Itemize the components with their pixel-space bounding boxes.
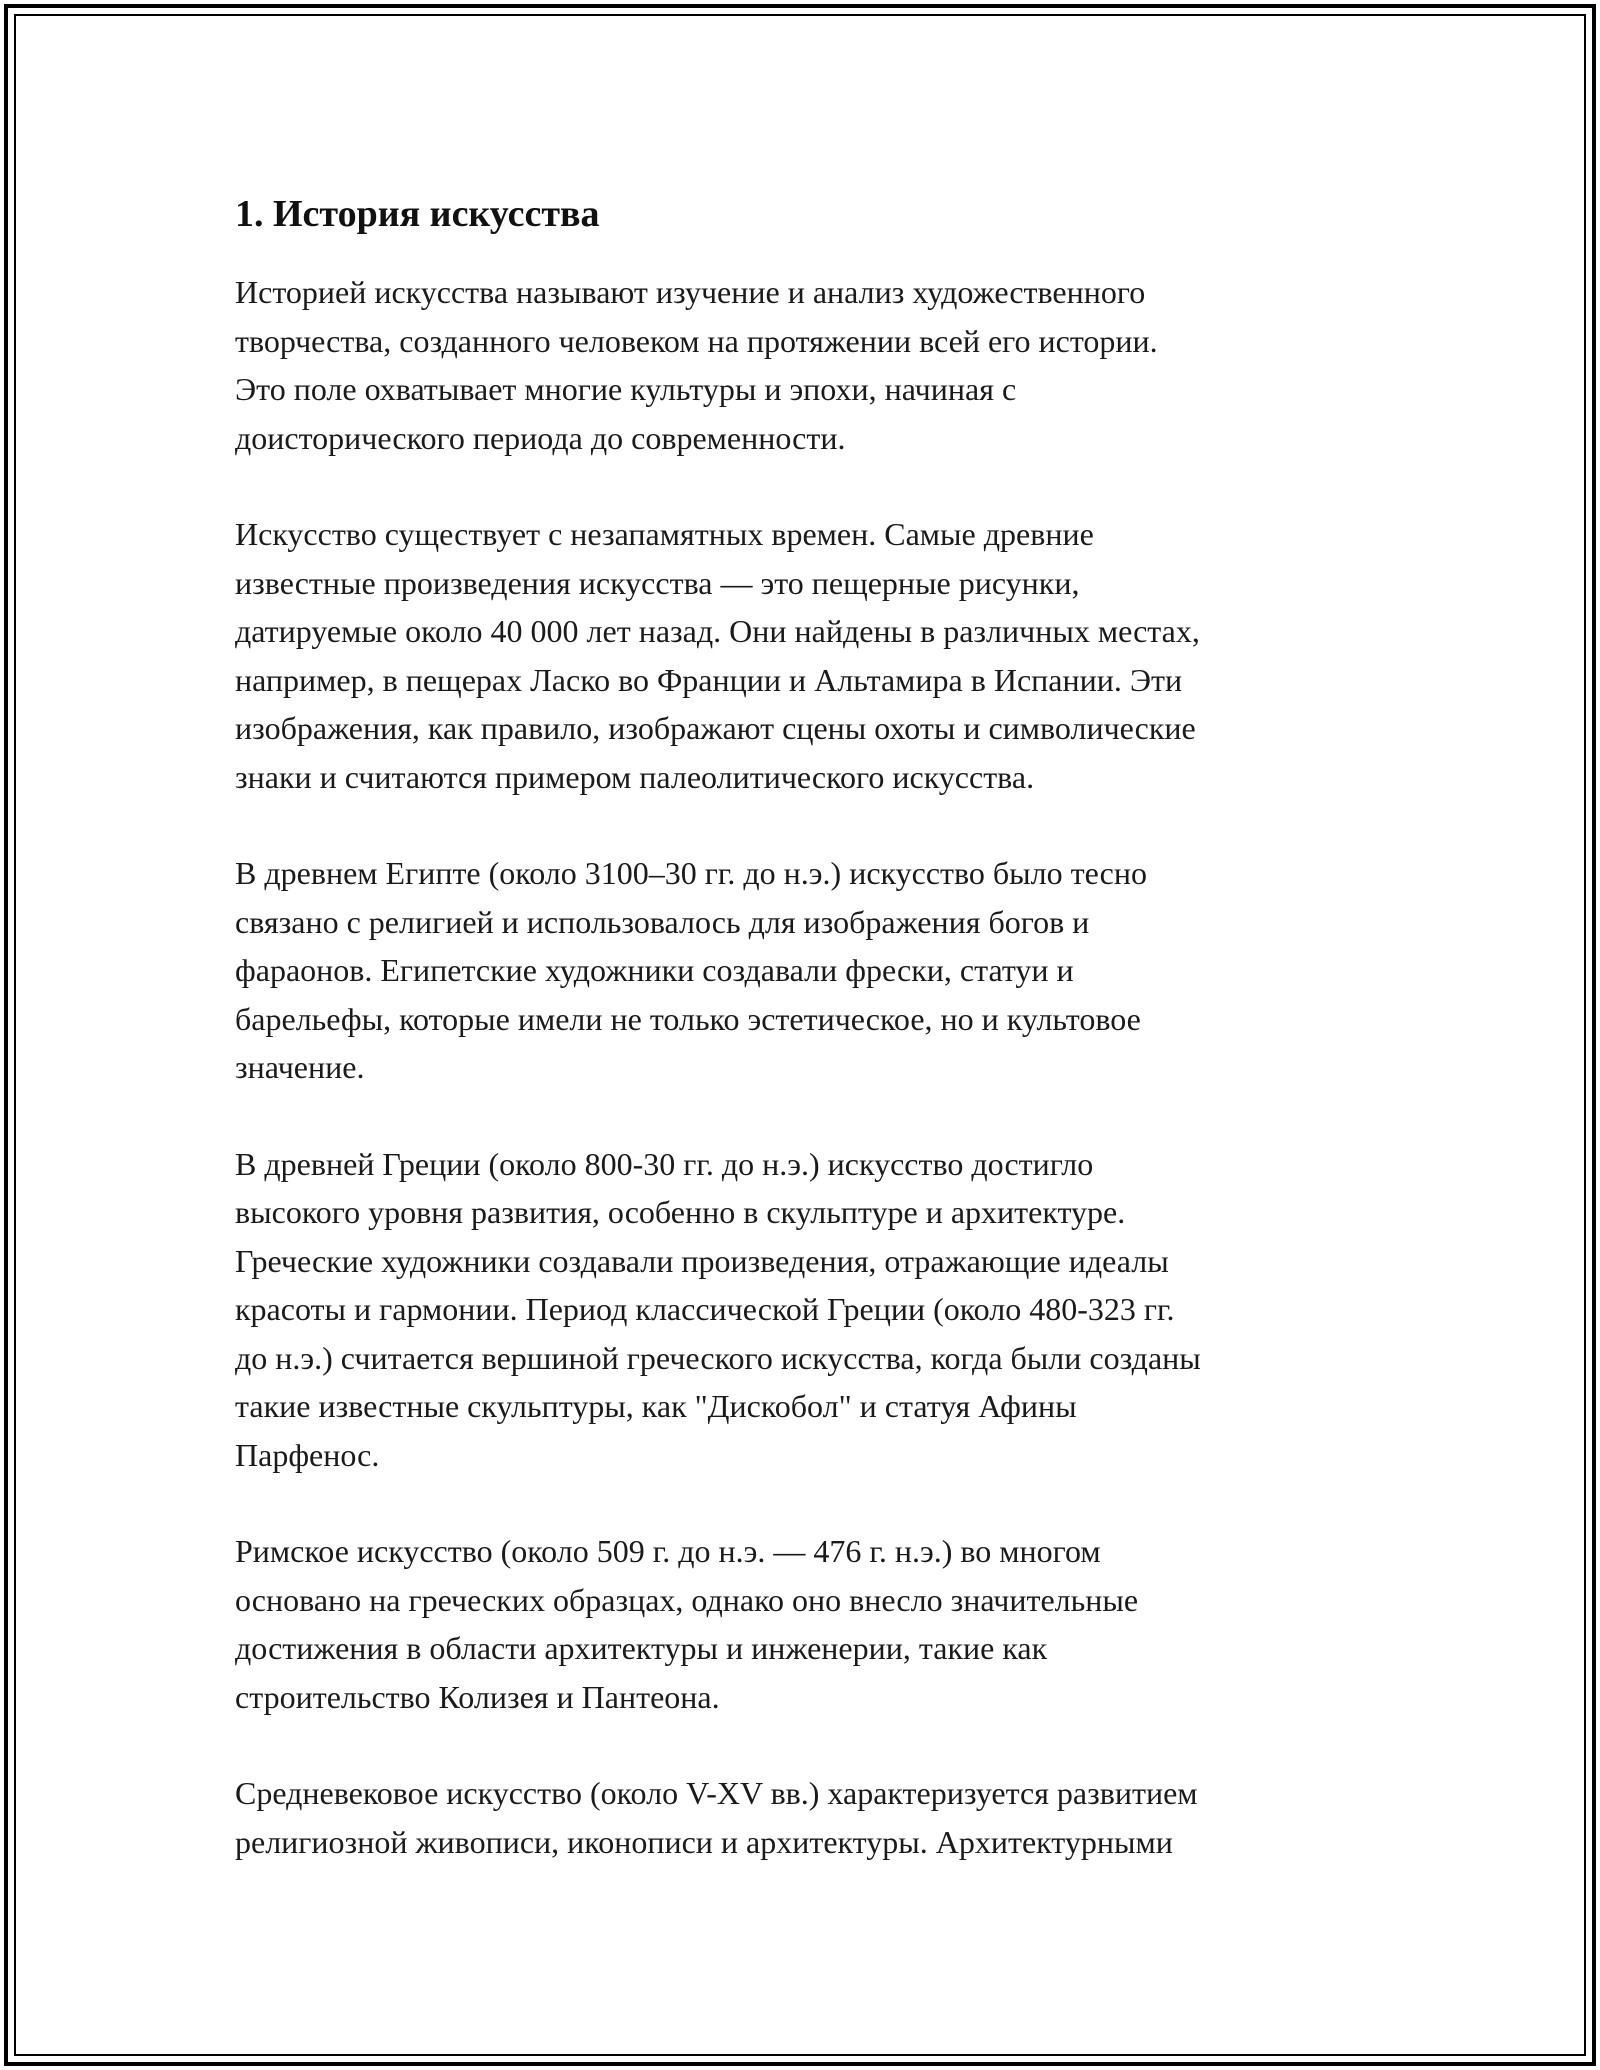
text-line: известные произведения искусства — это пещерные рисунки, xyxy=(235,564,1080,601)
text-line: высокого уровня развития, особенно в скульптуре и архитектуре. xyxy=(235,1194,1126,1230)
text-line: связано с религией и использовалось для изображения богов и xyxy=(235,903,1090,940)
text-line: религиозной живописи, иконописи и архитектуры. Архитектурными xyxy=(235,1823,1173,1860)
text-line: Искусство существует с незапамятных времен. Самые древние xyxy=(235,516,1094,552)
text-line: например, в пещерах Ласко во Франции и Альтамира в Испании. Эти xyxy=(235,661,1183,698)
paragraph-egypt xyxy=(235,849,1365,1092)
text-line: основано на греческих образцах, однако оно внесло значительные xyxy=(235,1581,1139,1618)
paragraph-prehistoric xyxy=(235,510,1365,801)
text-line: строительство Колизея и Пантеона. xyxy=(235,1678,720,1715)
text-line: датируемые около 40 000 лет назад. Они найдены в различных местах, xyxy=(235,613,1200,649)
paragraph-medieval xyxy=(235,1769,1365,1866)
text-line: В древней Греции (около 800-30 гг. до н.э.) искусство достигло xyxy=(235,1145,1094,1182)
text-line: доисторического периода до современности. xyxy=(235,419,846,456)
text-line: Римское искусство (около 509 г. до н.э. — 476 г. н.э.) во многом xyxy=(235,1533,1101,1569)
text-line: барельефы, которые имели не только эстетическое, но и культовое xyxy=(235,1000,1141,1037)
paragraph-greece xyxy=(235,1140,1365,1480)
text-line: Средневековое искусство (около V-XV вв.) характеризуется развитием xyxy=(235,1775,1198,1811)
paragraph-intro xyxy=(235,268,1365,462)
text-line: изображения, как правило, изображают сцены охоты и символические xyxy=(235,710,1196,746)
text-line: Это поле охватывает многие культуры и эпохи, начиная с xyxy=(235,371,1017,407)
text-line: до н.э.) считается вершиной греческого искусства, когда были созданы xyxy=(235,1339,1201,1376)
text-line: Историей искусства называют изучение и анализ художественного xyxy=(235,274,1146,310)
document-body xyxy=(235,186,1365,1914)
text-line: Парфенос. xyxy=(235,1436,380,1473)
section-heading: 1. История искусства xyxy=(235,193,600,235)
text-line: красоты и гармонии. Период классической Греции (около 480-323 гг. xyxy=(235,1291,1175,1327)
text-line: Греческие художники создавали произведения, отражающие идеалы xyxy=(235,1242,1169,1279)
text-line: творчества, созданного человеком на протяжении всей его истории. xyxy=(235,322,1158,359)
text-line: значение. xyxy=(235,1049,365,1085)
text-line: фараонов. Египетские художники создавали фрески, статуи и xyxy=(235,952,1074,988)
text-line: В древнем Египте (около 3100–30 гг. до н.э.) искусство было тесно xyxy=(235,855,1147,891)
paragraph-rome xyxy=(235,1527,1365,1721)
text-line: достижения в области архитектуры и инженерии, такие как xyxy=(235,1630,1048,1666)
text-line: такие известные скульптуры, как "Дискобол" и статуя Афины xyxy=(235,1388,1077,1424)
text-line: знаки и считаются примером палеолитического искусства. xyxy=(235,758,1035,795)
